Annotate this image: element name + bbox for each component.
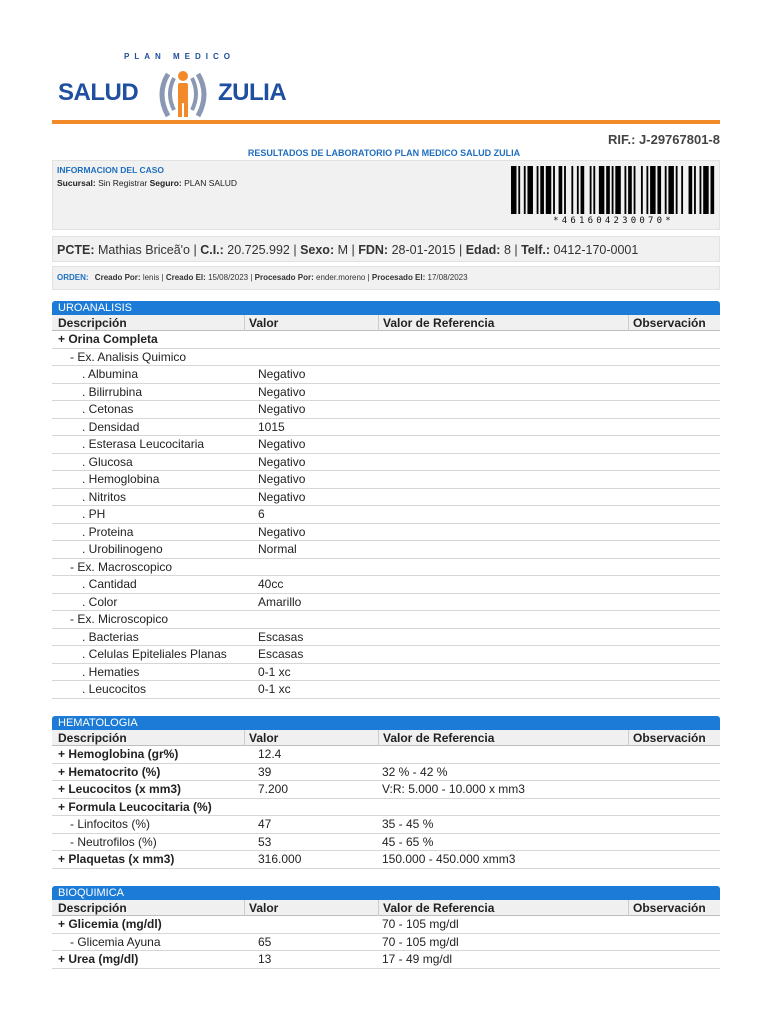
row-value: 40cc bbox=[258, 577, 284, 591]
report-title: RESULTADOS DE LABORATORIO PLAN MEDICO SALUD ZULIA bbox=[247, 148, 521, 158]
row-reference: 70 - 105 mg/dl bbox=[382, 917, 459, 931]
table-row bbox=[52, 951, 720, 969]
header-divider bbox=[52, 120, 720, 124]
row-value: Escasas bbox=[258, 647, 304, 661]
sucursal-label: Sucursal: bbox=[57, 178, 96, 188]
row-description: . Glucosa bbox=[82, 454, 133, 469]
table-header bbox=[52, 730, 720, 746]
section-title: HEMATOLOGIA bbox=[52, 716, 720, 730]
processed-on: 17/08/2023 bbox=[427, 273, 468, 282]
patient-name: Mathias Briceã'o bbox=[97, 243, 190, 257]
row-description: + Leucocitos (x mm3) bbox=[58, 782, 182, 796]
row-reference: 32 % - 42 % bbox=[382, 764, 448, 779]
row-description: . Urobilinogeno bbox=[82, 542, 163, 556]
row-value: Negativo bbox=[258, 384, 306, 399]
logo-word-right: ZULIA bbox=[218, 79, 287, 106]
patient-label: PCTE: bbox=[57, 243, 95, 257]
row-reference: 150.000 - 450.000 xmm3 bbox=[382, 852, 516, 866]
row-reference: 45 - 65 % bbox=[382, 834, 434, 849]
phone-label: Telf.: bbox=[521, 243, 551, 257]
processed-by-label: Procesado Por: bbox=[254, 273, 314, 282]
row-value: Escasas bbox=[258, 629, 304, 644]
table-row bbox=[52, 664, 720, 682]
created-by: lenis bbox=[142, 273, 160, 282]
row-description: - Linfocitos (%) bbox=[70, 817, 151, 831]
row-description: - Neutrofilos (%) bbox=[70, 834, 157, 849]
row-description: + Hemoglobina (gr%) bbox=[58, 747, 179, 761]
table-row bbox=[52, 349, 720, 367]
row-description: + Formula Leucocitaria (%) bbox=[58, 799, 212, 814]
table-row bbox=[52, 506, 720, 524]
created-on: 15/08/2023 bbox=[208, 273, 249, 282]
table-row bbox=[52, 746, 720, 764]
row-description: - Ex. Microscopico bbox=[70, 612, 169, 626]
col-header-reference: Valor de Referencia bbox=[378, 315, 628, 331]
rif-number: RIF.: J-29767801-8 bbox=[607, 132, 720, 147]
table-row bbox=[52, 471, 720, 489]
row-reference: V:R: 5.000 - 10.000 x mm3 bbox=[382, 782, 525, 796]
processed-by: ender.moreno bbox=[316, 273, 366, 282]
case-info-title: INFORMACION DEL CASO bbox=[57, 165, 165, 175]
patient-birthdate: 28-01-2015 bbox=[391, 243, 456, 257]
birthdate-label: FDN: bbox=[358, 243, 389, 257]
table-row bbox=[52, 559, 720, 577]
col-header-description: Descripción bbox=[58, 901, 127, 915]
created-by-label: Creado Por: bbox=[94, 273, 141, 282]
row-description: . Cantidad bbox=[82, 577, 137, 591]
table-row bbox=[52, 629, 720, 647]
row-value: Negativo bbox=[258, 489, 306, 504]
table-row bbox=[52, 934, 720, 952]
col-header-observation: Observación bbox=[628, 315, 718, 331]
person-logo-icon bbox=[154, 66, 212, 120]
row-value: 65 bbox=[258, 934, 272, 949]
row-value: Negativo bbox=[258, 454, 306, 469]
col-header-value: Valor bbox=[244, 900, 364, 916]
barcode-number: *461604230070* bbox=[553, 216, 674, 226]
col-header-observation: Observación bbox=[628, 730, 718, 746]
table-row bbox=[52, 419, 720, 437]
age-label: Edad: bbox=[465, 243, 501, 257]
table-header bbox=[52, 900, 720, 916]
section-title: BIOQUIMICA bbox=[52, 886, 720, 900]
row-description: . Hematies bbox=[82, 664, 140, 679]
row-value: 1015 bbox=[258, 419, 285, 434]
processed-on-label: Procesado El: bbox=[371, 273, 426, 282]
row-description: . PH bbox=[82, 507, 106, 521]
row-description: . Leucocitos bbox=[82, 682, 147, 696]
ci-label: C.I.: bbox=[200, 243, 224, 257]
table-row bbox=[52, 489, 720, 507]
bioquimica-section bbox=[52, 886, 720, 969]
row-value: Negativo bbox=[258, 437, 306, 451]
hematologia-section bbox=[52, 716, 720, 869]
row-description: . Esterasa Leucocitaria bbox=[82, 437, 205, 451]
table-row bbox=[52, 916, 720, 934]
row-value: Negativo bbox=[258, 472, 306, 486]
sex-label: Sexo: bbox=[300, 243, 335, 257]
row-value: 316.000 bbox=[258, 852, 302, 866]
row-description: - Ex. Analisis Quimico bbox=[70, 349, 187, 364]
salud-zulia-logo bbox=[58, 52, 308, 122]
table-row bbox=[52, 384, 720, 402]
row-value: Negativo bbox=[258, 367, 306, 381]
table-row bbox=[52, 454, 720, 472]
table-row bbox=[52, 646, 720, 664]
row-description: + Glicemia (mg/dl) bbox=[58, 917, 162, 931]
seguro-value: PLAN SALUD bbox=[184, 178, 238, 188]
row-description: + Hematocrito (%) bbox=[58, 764, 161, 779]
table-header bbox=[52, 315, 720, 331]
case-info-line bbox=[57, 178, 237, 188]
order-label: ORDEN: bbox=[57, 273, 89, 282]
row-description: . Color bbox=[82, 594, 118, 609]
row-value: Normal bbox=[258, 542, 297, 556]
col-header-reference: Valor de Referencia bbox=[378, 900, 628, 916]
row-description: + Orina Completa bbox=[58, 332, 158, 346]
row-description: . Bilirrubina bbox=[82, 384, 143, 399]
row-description: . Proteina bbox=[82, 524, 134, 539]
table-row bbox=[52, 436, 720, 454]
row-value: 7.200 bbox=[258, 782, 289, 796]
col-header-reference: Valor de Referencia bbox=[378, 730, 628, 746]
barcode-image bbox=[511, 166, 716, 214]
table-row bbox=[52, 851, 720, 869]
row-value: 53 bbox=[258, 834, 272, 849]
row-description: + Plaquetas (x mm3) bbox=[58, 852, 175, 866]
table-row bbox=[52, 764, 720, 782]
row-description: - Glicemia Ayuna bbox=[70, 934, 161, 949]
row-description: . Nitritos bbox=[82, 489, 127, 504]
row-description: . Bacterias bbox=[82, 629, 139, 644]
row-value: 6 bbox=[258, 507, 265, 521]
row-value: 0-1 xc bbox=[258, 682, 291, 696]
table-row bbox=[52, 576, 720, 594]
section-title: UROANALISIS bbox=[52, 301, 720, 315]
row-reference: 35 - 45 % bbox=[382, 817, 434, 831]
table-row bbox=[52, 681, 720, 699]
row-value: Amarillo bbox=[258, 594, 302, 609]
row-value: 13 bbox=[258, 952, 272, 966]
patient-info-bar: PCTE: Mathias Briceã'o | C.I.: 20.725.992 | Sexo: M | FDN: 28-01-2015 | Edad: 8 | Telf.: 0412-170-0001 bbox=[52, 236, 720, 262]
case-info-box bbox=[52, 160, 720, 230]
row-reference: 17 - 49 mg/dl bbox=[382, 952, 453, 966]
row-value: Negativo bbox=[258, 524, 306, 539]
patient-age: 8 bbox=[503, 243, 511, 257]
table-row bbox=[52, 799, 720, 817]
table-row bbox=[52, 781, 720, 799]
table-row bbox=[52, 594, 720, 612]
table-row bbox=[52, 834, 720, 852]
uroanalisis-section bbox=[52, 301, 720, 699]
row-reference: 70 - 105 mg/dl bbox=[382, 934, 459, 949]
row-value: Negativo bbox=[258, 402, 306, 416]
table-row bbox=[52, 816, 720, 834]
table-row bbox=[52, 366, 720, 384]
row-description: - Ex. Macroscopico bbox=[70, 559, 173, 574]
row-description: . Albumina bbox=[82, 367, 139, 381]
row-description: . Densidad bbox=[82, 419, 140, 434]
col-header-value: Valor bbox=[244, 315, 364, 331]
table-row bbox=[52, 331, 720, 349]
table-row bbox=[52, 611, 720, 629]
row-value: 12.4 bbox=[258, 747, 282, 761]
logo-subtitle: PLAN MEDICO bbox=[124, 52, 235, 61]
logo-word-left: SALUD bbox=[58, 79, 139, 106]
sucursal-value: Sin Registrar bbox=[98, 178, 148, 188]
table-row bbox=[52, 541, 720, 559]
table-row bbox=[52, 524, 720, 542]
row-description: . Celulas Epiteliales Planas bbox=[82, 647, 227, 661]
row-value: 47 bbox=[258, 817, 272, 831]
col-header-value: Valor bbox=[244, 730, 364, 746]
row-description: . Hemoglobina bbox=[82, 472, 160, 486]
patient-phone: 0412-170-0001 bbox=[553, 243, 639, 257]
col-header-description: Descripción bbox=[58, 731, 127, 745]
row-description: + Urea (mg/dl) bbox=[58, 952, 139, 966]
row-value: 39 bbox=[258, 764, 272, 779]
col-header-description: Descripción bbox=[58, 316, 127, 330]
patient-sex: M bbox=[337, 243, 349, 257]
created-on-label: Creado El: bbox=[165, 273, 206, 282]
seguro-label: Seguro: bbox=[149, 178, 182, 188]
col-header-observation: Observación bbox=[628, 900, 718, 916]
row-value: 0-1 xc bbox=[258, 664, 291, 679]
row-description: . Cetonas bbox=[82, 402, 134, 416]
order-info-bar: ORDEN: Creado Por: lenis | Creado El: 15/08/2023 | Procesado Por: ender.moreno | Procesado El: 17/08/2023 bbox=[52, 266, 720, 290]
table-row bbox=[52, 401, 720, 419]
patient-ci: 20.725.992 bbox=[227, 243, 290, 257]
